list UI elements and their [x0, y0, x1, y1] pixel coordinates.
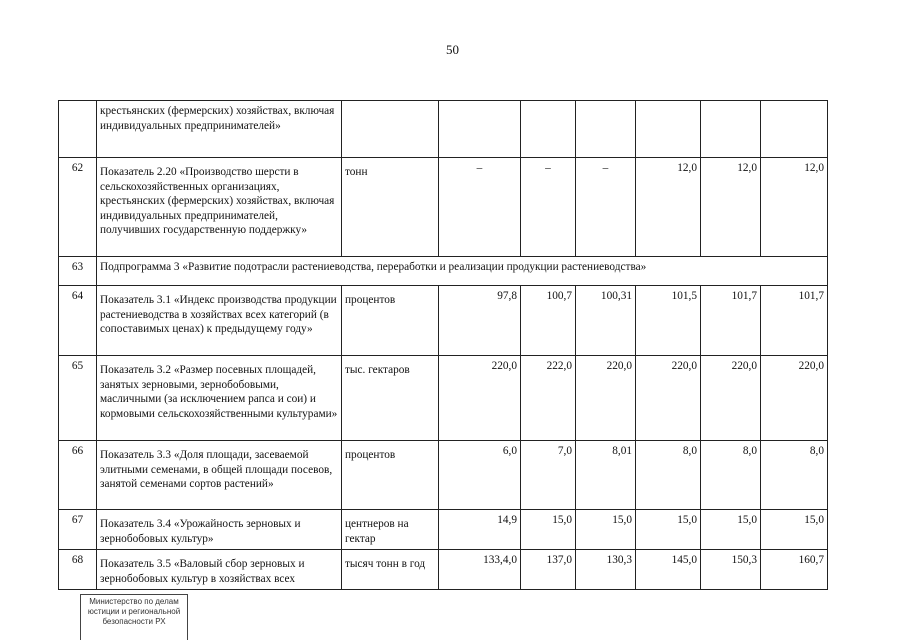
indicator-unit: процентов: [342, 441, 439, 510]
row-number: 66: [59, 441, 97, 510]
row-number: 65: [59, 356, 97, 441]
stamp-line: Министерство по делам: [89, 597, 179, 606]
value-cell: 133,4,0: [439, 550, 521, 590]
value-cell: [576, 101, 636, 158]
value-cell: [761, 101, 828, 158]
value-cell: 12,0: [761, 158, 828, 257]
table-row: [59, 441, 828, 510]
value-cell: 220,0: [701, 356, 761, 441]
value-cell: 100,7: [521, 286, 576, 356]
indicator-name: крестьянских (фермерских) хозяйствах, включая индивидуальных предпринимателей»: [97, 101, 342, 158]
stamp-line: юстиции и региональной: [87, 607, 181, 616]
stamp-line: безопасности РХ: [102, 617, 166, 626]
page-number: 50: [446, 42, 459, 57]
value-cell: 145,0: [636, 550, 701, 590]
value-cell: 8,01: [576, 441, 636, 510]
table-row: [59, 286, 828, 356]
indicator-unit: центнеров на гектар: [342, 510, 439, 550]
indicator-unit: тысяч тонн в год: [342, 550, 439, 590]
indicator-unit: [342, 101, 439, 158]
indicator-name: Показатель 3.3 «Доля площади, засеваемой элитными семенами, в общей площади посевов, занятой семенами сортов растений»: [97, 441, 342, 510]
value-cell: 222,0: [521, 356, 576, 441]
subprogram-title: Подпрограмма 3 «Развитие подотрасли растениеводства, переработки и реализации продукции растениеводства»: [97, 257, 828, 286]
value-cell: [439, 101, 521, 158]
value-cell: 15,0: [636, 510, 701, 550]
value-cell: 220,0: [576, 356, 636, 441]
indicator-name: Показатель 3.5 «Валовый сбор зерновых и зернобобовых культур в хозяйствах всех: [97, 550, 342, 590]
table-body: [59, 101, 828, 590]
value-cell: –: [439, 158, 521, 257]
table-row: [59, 101, 828, 158]
value-cell: 101,7: [761, 286, 828, 356]
value-cell: 15,0: [701, 510, 761, 550]
value-cell: 14,9: [439, 510, 521, 550]
table-row: [59, 550, 828, 590]
value-cell: 101,7: [701, 286, 761, 356]
indicator-unit: тонн: [342, 158, 439, 257]
indicators-table: [58, 100, 828, 590]
value-cell: –: [521, 158, 576, 257]
value-cell: [701, 101, 761, 158]
row-number: 63: [59, 257, 97, 286]
value-cell: 8,0: [636, 441, 701, 510]
ministry-stamp: [80, 594, 188, 640]
indicator-name: Показатель 3.4 «Урожайность зерновых и зернобобовых культур»: [97, 510, 342, 550]
value-cell: 15,0: [576, 510, 636, 550]
value-cell: 137,0: [521, 550, 576, 590]
value-cell: 8,0: [701, 441, 761, 510]
value-cell: 97,8: [439, 286, 521, 356]
value-cell: 130,3: [576, 550, 636, 590]
value-cell: 160,7: [761, 550, 828, 590]
table-row: [59, 510, 828, 550]
value-cell: 100,31: [576, 286, 636, 356]
value-cell: 220,0: [439, 356, 521, 441]
table-row: [59, 158, 828, 257]
value-cell: –: [576, 158, 636, 257]
indicator-unit: тыс. гектаров: [342, 356, 439, 441]
indicator-name: Показатель 2.20 «Производство шерсти в сельскохозяйственных организациях, крестьянских (фермерских) хозяйствах, включая индивидуальных предпринимателей, получивших государственную поддержку»: [97, 158, 342, 257]
table-row: [59, 356, 828, 441]
table-row: [59, 257, 828, 286]
indicator-name: Показатель 3.2 «Размер посевных площадей, занятых зерновыми, зернобобовыми, масличными (за исключением рапса и сои) и кормовыми сельскохозяйственными культурами»: [97, 356, 342, 441]
value-cell: 220,0: [636, 356, 701, 441]
indicator-unit: процентов: [342, 286, 439, 356]
indicator-name: Показатель 3.1 «Индекс производства продукции растениеводства в хозяйствах всех категорий (в сопоставимых ценах) к предыдущему году»: [97, 286, 342, 356]
value-cell: 12,0: [701, 158, 761, 257]
value-cell: 6,0: [439, 441, 521, 510]
value-cell: 220,0: [761, 356, 828, 441]
row-number: 67: [59, 510, 97, 550]
value-cell: 101,5: [636, 286, 701, 356]
value-cell: 15,0: [521, 510, 576, 550]
row-number: [59, 101, 97, 158]
value-cell: 7,0: [521, 441, 576, 510]
row-number: 64: [59, 286, 97, 356]
value-cell: 150,3: [701, 550, 761, 590]
value-cell: 8,0: [761, 441, 828, 510]
value-cell: [636, 101, 701, 158]
value-cell: 12,0: [636, 158, 701, 257]
value-cell: [521, 101, 576, 158]
value-cell: 15,0: [761, 510, 828, 550]
row-number: 68: [59, 550, 97, 590]
row-number: 62: [59, 158, 97, 257]
